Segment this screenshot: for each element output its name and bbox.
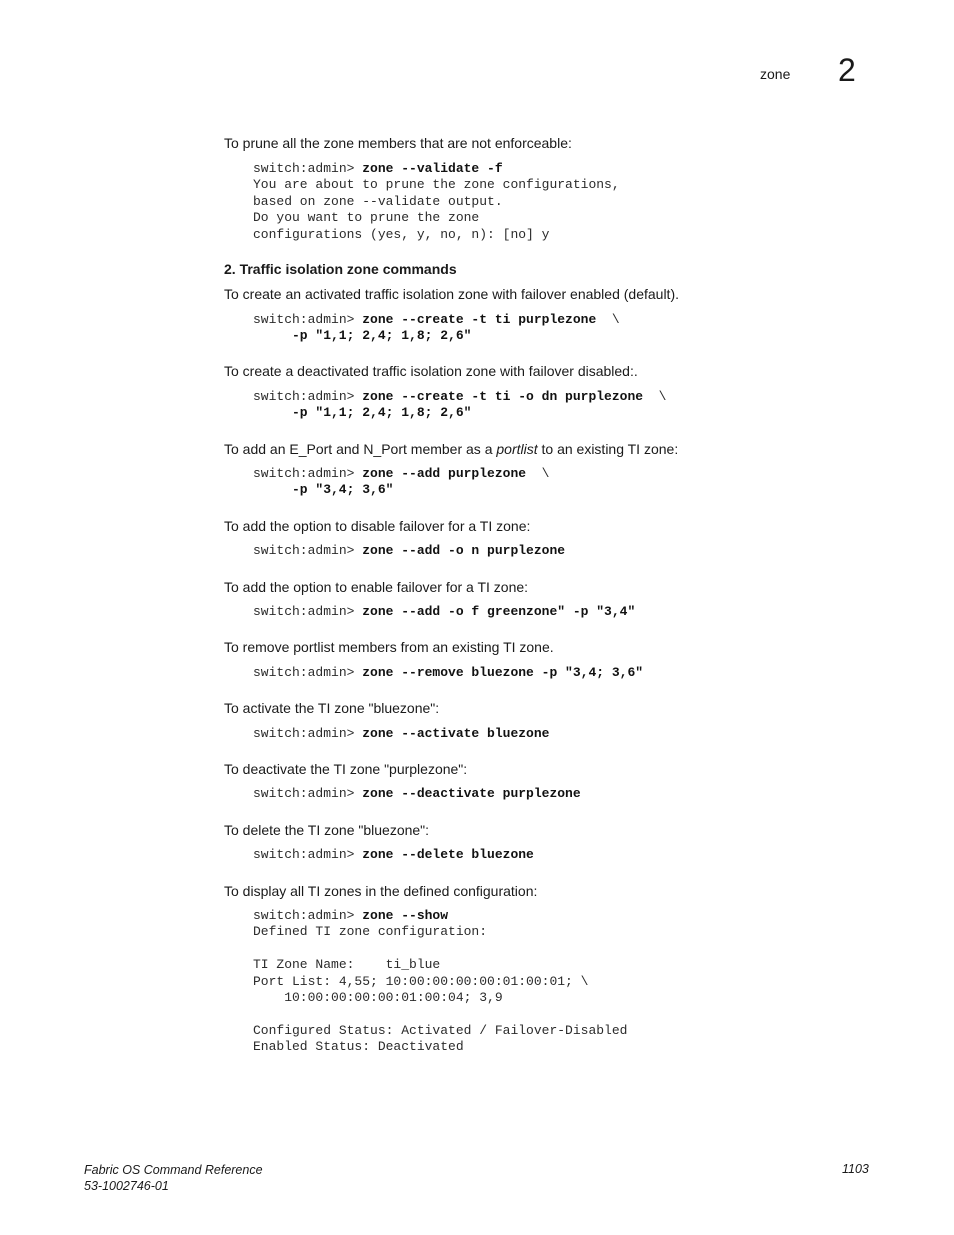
code-delete (253, 847, 534, 863)
command: zone --add -o f greenzone" -p "3,4" (362, 604, 636, 619)
paragraph-create-deactivated: To create a deactivated traffic isolation zone with failover disabled:. (224, 363, 638, 379)
prompt: switch:admin> (253, 466, 363, 481)
text-segment: to an existing TI zone: (537, 441, 679, 457)
prompt: switch:admin> (253, 389, 363, 404)
command-continued: -p "3,4; 3,6" (292, 482, 394, 498)
continuation: \ (596, 312, 620, 327)
paragraph-enable-failover: To add the option to enable failover for a TI zone: (224, 579, 529, 595)
paragraph-prune: To prune all the zone members that are not enforceable: (224, 135, 572, 151)
code-enable-failover (253, 604, 635, 620)
paragraph-create-activated: To create an activated traffic isolation zone with failover enabled (default). (224, 286, 679, 302)
output-line: Enabled Status: Deactivated (253, 1039, 464, 1055)
command: zone --delete bluezone (362, 847, 534, 862)
code-create-activated (253, 312, 620, 345)
footer-document-info (84, 1162, 263, 1194)
footer-doc-number: 53-1002746-01 (84, 1179, 169, 1193)
code-activate (253, 726, 549, 742)
output-line: Configured Status: Activated / Failover-Disabled (253, 1022, 628, 1038)
paragraph-delete: To delete the TI zone "bluezone": (224, 822, 430, 838)
footer-title: Fabric OS Command Reference (84, 1163, 263, 1177)
prompt: switch:admin> (253, 847, 363, 862)
continuation: \ (643, 389, 667, 404)
paragraph-show: To display all TI zones in the defined configuration: (224, 883, 538, 899)
output-line: You are about to prune the zone configurations, (253, 177, 620, 193)
code-create-deactivated (253, 389, 666, 422)
code-disable-failover (253, 543, 565, 559)
command: zone --show (362, 908, 449, 923)
command-continued: -p "1,1; 2,4; 1,8; 2,6" (292, 405, 472, 421)
command: zone --add -o n purplezone (362, 543, 566, 558)
output-line: TI Zone Name: ti_blue (253, 957, 441, 973)
command: zone --create -t ti -o dn purplezone (362, 389, 644, 404)
command: zone --remove bluezone -p "3,4; 3,6" (362, 665, 644, 680)
text-segment: To add an E_Port and N_Port member as a (224, 441, 497, 457)
command: zone --add purplezone (362, 466, 527, 481)
paragraph-add-portlist (224, 441, 678, 457)
emphasis: portlist (496, 441, 538, 457)
paragraph-deactivate: To deactivate the TI zone "purplezone": (224, 761, 468, 777)
chapter-number: 2 (838, 52, 856, 88)
section-heading: 2. Traffic isolation zone commands (224, 261, 457, 277)
output-line: based on zone --validate output. (253, 193, 503, 209)
command: zone --deactivate purplezone (362, 786, 581, 801)
prompt: switch:admin> (253, 604, 363, 619)
prompt: switch:admin> (253, 786, 363, 801)
prompt: switch:admin> (253, 908, 363, 923)
output-line: Port List: 4,55; 10:00:00:00:00:01:00:01; \ (253, 973, 589, 989)
prompt: switch:admin> (253, 161, 363, 176)
code-validate (253, 161, 620, 243)
command-continued: -p "1,1; 2,4; 1,8; 2,6" (292, 328, 472, 344)
paragraph-disable-failover: To add the option to disable failover for a TI zone: (224, 518, 531, 534)
section-label: zone (760, 66, 791, 82)
prompt: switch:admin> (253, 543, 363, 558)
code-show (253, 908, 627, 1056)
prompt: switch:admin> (253, 726, 363, 741)
blank-line (253, 941, 627, 957)
prompt: switch:admin> (253, 665, 363, 680)
output-line: Do you want to prune the zone (253, 210, 480, 226)
command: zone --activate bluezone (362, 726, 550, 741)
code-deactivate (253, 786, 581, 802)
command: zone --create -t ti purplezone (362, 312, 597, 327)
command: zone --validate -f (362, 161, 503, 176)
blank-line (253, 1006, 627, 1022)
code-remove-members (253, 665, 643, 681)
output-line: 10:00:00:00:00:01:00:04; 3,9 (253, 989, 503, 1005)
continuation: \ (526, 466, 550, 481)
code-add-portlist (253, 466, 549, 499)
output-line: configurations (yes, y, no, n): [no] y (253, 226, 550, 242)
paragraph-activate: To activate the TI zone "bluezone": (224, 700, 440, 716)
paragraph-remove-members: To remove portlist members from an existing TI zone. (224, 639, 554, 655)
output-line: Defined TI zone configuration: (253, 924, 488, 940)
prompt: switch:admin> (253, 312, 363, 327)
page-number: 1103 (842, 1162, 869, 1176)
